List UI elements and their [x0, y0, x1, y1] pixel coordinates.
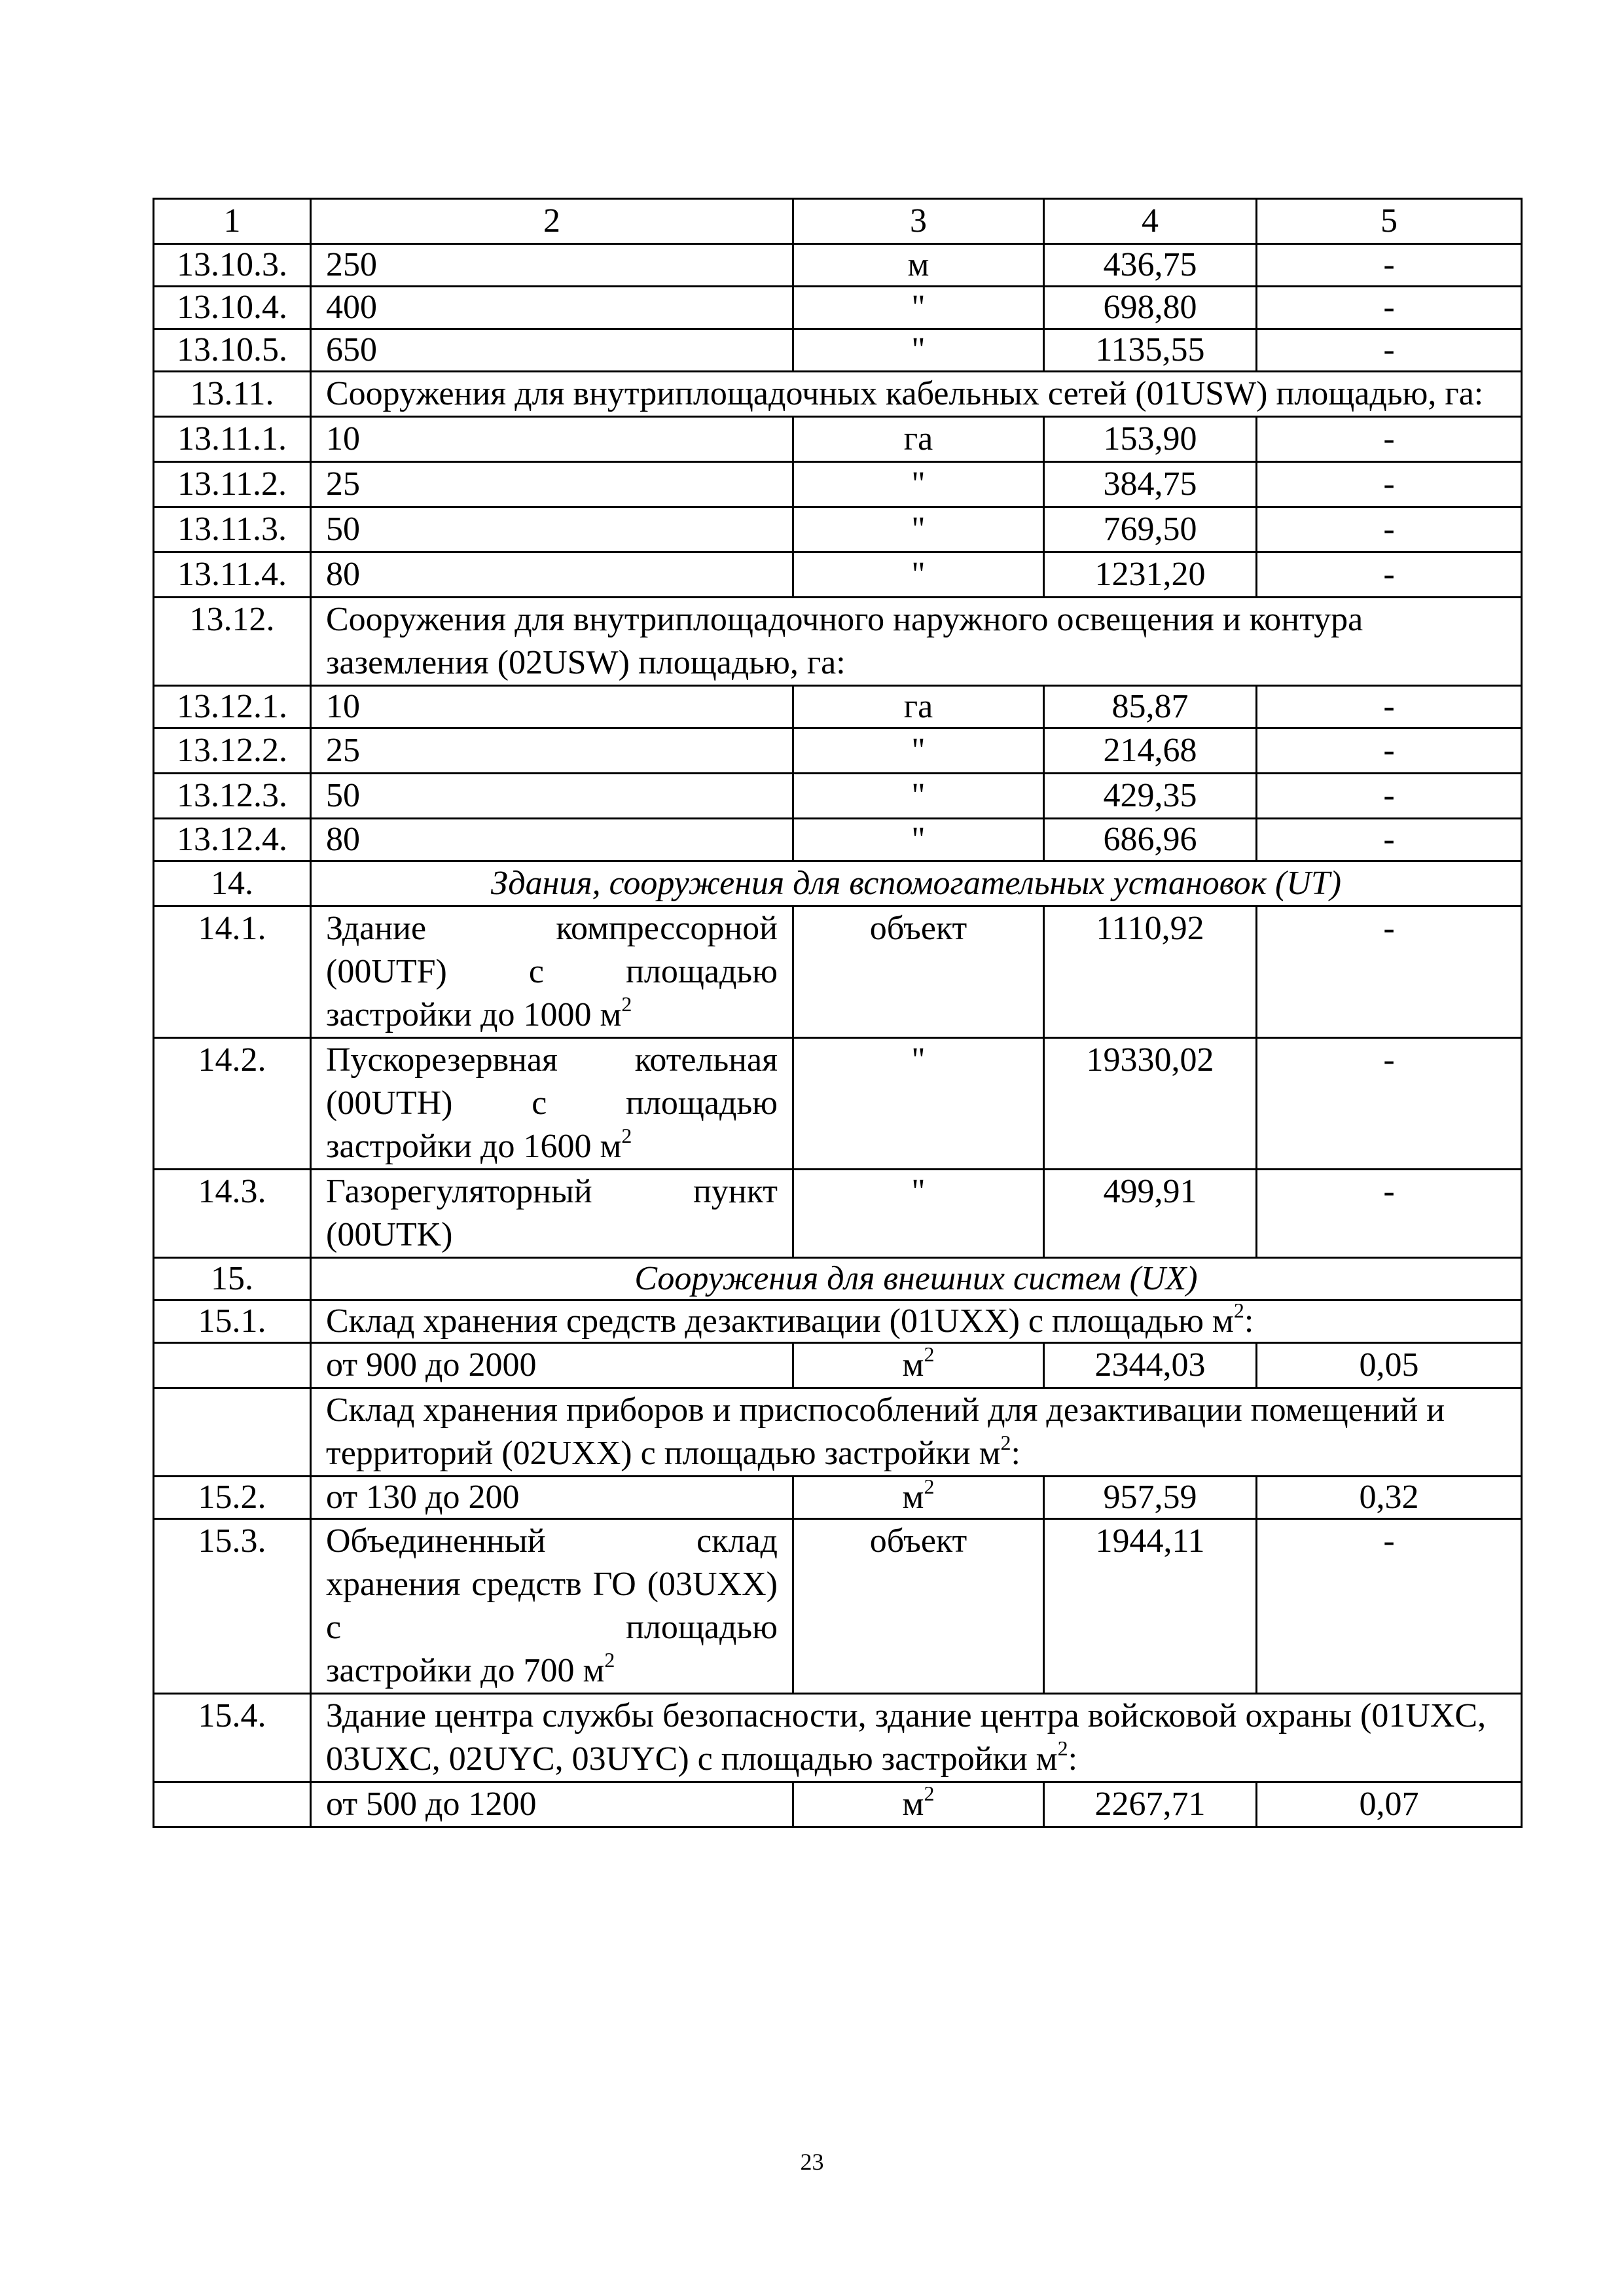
item-coefficient: 0,07 — [1257, 1782, 1522, 1827]
header-row — [154, 199, 1522, 244]
item-unit: " — [793, 728, 1044, 774]
item-coefficient: - — [1257, 507, 1522, 552]
item-number: 13.10.4. — [154, 287, 311, 329]
item-name-last-line — [326, 1213, 778, 1257]
group-title — [311, 1300, 1522, 1343]
item-number: 13.12.2. — [154, 728, 311, 774]
item-unit: " — [793, 507, 1044, 552]
item-price: 384,75 — [1044, 462, 1257, 507]
item-coefficient: - — [1257, 417, 1522, 462]
item-unit: " — [793, 1170, 1044, 1258]
unit-text: м — [902, 1785, 924, 1823]
item-name: 25 — [311, 462, 793, 507]
item-coefficient: - — [1257, 728, 1522, 774]
superscript: 2 — [1000, 1431, 1011, 1454]
item-number: 13.12.3. — [154, 774, 311, 819]
item-name: 400 — [311, 287, 793, 329]
item-number — [154, 1782, 311, 1827]
item-name-main: Газорегуляторный пункт — [326, 1173, 778, 1210]
item-name: 50 — [311, 774, 793, 819]
item-unit: га — [793, 686, 1044, 728]
item-unit: " — [793, 552, 1044, 598]
item-number: 13.10.3. — [154, 244, 311, 287]
superscript: 2 — [621, 1124, 632, 1147]
item-price: 1110,92 — [1044, 906, 1257, 1038]
item-coefficient: - — [1257, 287, 1522, 329]
item-name: 80 — [311, 552, 793, 598]
group-title — [311, 1388, 1522, 1477]
item-name-main: Пускорезервная котельная (00UTH) с площадью — [326, 1041, 778, 1122]
item-name-tail: застройки до 1600 м — [326, 1128, 622, 1165]
group-title-colon: : — [1244, 1302, 1254, 1340]
item-price: 686,96 — [1044, 819, 1257, 861]
item-number: 14.2. — [154, 1038, 311, 1170]
item-name: 250 — [311, 244, 793, 287]
item-unit: " — [793, 462, 1044, 507]
table-row — [154, 1170, 1522, 1258]
item-coefficient: - — [1257, 906, 1522, 1038]
group-row — [154, 372, 1522, 417]
item-price: 2344,03 — [1044, 1343, 1257, 1388]
section-title: Здания, сооружения для вспомогательных установок (UT) — [311, 861, 1522, 906]
header-cell-2: 2 — [311, 199, 793, 244]
item-name-main: Объединенный склад хранения средств ГО (03UXX) с площадью — [326, 1522, 778, 1646]
item-number: 13.10.5. — [154, 329, 311, 372]
item-name: 10 — [311, 417, 793, 462]
group-title: Сооружения для внутриплощадочных кабельных сетей (01USW) площадью, га: — [311, 372, 1522, 417]
table-row — [154, 686, 1522, 728]
item-unit: объект — [793, 906, 1044, 1038]
superscript: 2 — [1233, 1300, 1244, 1322]
item-name — [311, 1038, 793, 1170]
item-number: 14.3. — [154, 1170, 311, 1258]
header-cell-5: 5 — [1257, 199, 1522, 244]
item-unit: " — [793, 1038, 1044, 1170]
page-number: 23 — [800, 2149, 824, 2175]
price-table — [153, 198, 1523, 1828]
section-number: 14. — [154, 861, 311, 906]
table-row — [154, 507, 1522, 552]
group-row — [154, 1300, 1522, 1343]
item-name — [311, 1170, 793, 1258]
item-coefficient: - — [1257, 686, 1522, 728]
header-cell-3: 3 — [793, 199, 1044, 244]
item-number: 13.12.1. — [154, 686, 311, 728]
item-coefficient: - — [1257, 244, 1522, 287]
item-name-tail: застройки до 1000 м — [326, 996, 622, 1033]
table-row — [154, 244, 1522, 287]
section-row — [154, 861, 1522, 906]
item-name: от 500 до 1200 — [311, 1782, 793, 1827]
group-title-colon: : — [1011, 1435, 1020, 1472]
item-number: 13.11.3. — [154, 507, 311, 552]
table-row — [154, 1038, 1522, 1170]
unit-text: м — [902, 1346, 924, 1384]
table-row — [154, 552, 1522, 598]
item-price: 214,68 — [1044, 728, 1257, 774]
item-name: 25 — [311, 728, 793, 774]
item-coefficient: 0,05 — [1257, 1343, 1522, 1388]
superscript: 2 — [924, 1476, 935, 1498]
item-price: 153,90 — [1044, 417, 1257, 462]
superscript: 2 — [924, 1782, 935, 1805]
superscript: 2 — [924, 1342, 935, 1366]
item-name: 10 — [311, 686, 793, 728]
item-number: 15.3. — [154, 1519, 311, 1694]
item-number: 14.1. — [154, 906, 311, 1038]
item-number — [154, 1343, 311, 1388]
header-cell-4: 4 — [1044, 199, 1257, 244]
item-name — [311, 906, 793, 1038]
item-coefficient: - — [1257, 1038, 1522, 1170]
item-number: 13.12.4. — [154, 819, 311, 861]
item-price: 769,50 — [1044, 507, 1257, 552]
table-row — [154, 1782, 1522, 1827]
item-price: 436,75 — [1044, 244, 1257, 287]
superscript: 2 — [604, 1648, 615, 1672]
item-unit: м — [793, 244, 1044, 287]
group-title-colon: : — [1068, 1740, 1078, 1778]
table-row — [154, 906, 1522, 1038]
superscript: 2 — [1057, 1736, 1068, 1760]
group-row — [154, 1694, 1522, 1782]
item-name: от 900 до 2000 — [311, 1343, 793, 1388]
group-number — [154, 1388, 311, 1477]
item-price: 698,80 — [1044, 287, 1257, 329]
item-coefficient: 0,32 — [1257, 1477, 1522, 1519]
item-name-last-line — [326, 1649, 778, 1693]
item-name — [311, 1519, 793, 1694]
item-unit — [793, 1477, 1044, 1519]
group-number: 13.11. — [154, 372, 311, 417]
item-name-main: Здание компрессорной (00UTF) с площадью — [326, 910, 778, 990]
item-name-last-line — [326, 994, 778, 1037]
item-coefficient: - — [1257, 819, 1522, 861]
item-name: от 130 до 200 — [311, 1477, 793, 1519]
group-title: Сооружения для внутриплощадочного наружного освещения и контура заземления (02USW) площадью, га: — [311, 598, 1522, 686]
item-number: 13.11.2. — [154, 462, 311, 507]
item-unit: объект — [793, 1519, 1044, 1694]
item-name-tail: (00UTK) — [326, 1216, 453, 1253]
group-title-text: Здание центра службы безопасности, здание центра войсковой охраны (01UXC, 03UXC, 02UYC, 03UYC) с площадью застройки м — [326, 1697, 1487, 1778]
group-number: 13.12. — [154, 598, 311, 686]
item-name-tail: застройки до 700 м — [326, 1652, 605, 1689]
table-row — [154, 287, 1522, 329]
group-title-text: Склад хранения приборов и приспособлений для дезактивации помещений и территорий (02UXX) с площадью застройки м — [326, 1391, 1445, 1472]
table-row — [154, 1477, 1522, 1519]
item-number: 13.11.4. — [154, 552, 311, 598]
group-row — [154, 1388, 1522, 1477]
section-row — [154, 1258, 1522, 1300]
item-name-last-line — [326, 1125, 778, 1168]
item-number: 13.11.1. — [154, 417, 311, 462]
item-unit — [793, 1343, 1044, 1388]
table-row — [154, 417, 1522, 462]
item-coefficient: - — [1257, 1170, 1522, 1258]
item-price: 1944,11 — [1044, 1519, 1257, 1694]
table-row — [154, 1343, 1522, 1388]
item-unit: " — [793, 774, 1044, 819]
header-cell-1: 1 — [154, 199, 311, 244]
item-price: 429,35 — [1044, 774, 1257, 819]
item-coefficient: - — [1257, 552, 1522, 598]
group-title-text: Склад хранения средств дезактивации (01UXX) с площадью м — [326, 1302, 1234, 1340]
item-price: 1135,55 — [1044, 329, 1257, 372]
item-number: 15.2. — [154, 1477, 311, 1519]
section-title: Сооружения для внешних систем (UX) — [311, 1258, 1522, 1300]
table-row — [154, 728, 1522, 774]
section-number: 15. — [154, 1258, 311, 1300]
item-coefficient: - — [1257, 462, 1522, 507]
table-row — [154, 1519, 1522, 1694]
item-price: 19330,02 — [1044, 1038, 1257, 1170]
group-number: 15.1. — [154, 1300, 311, 1343]
table-row — [154, 462, 1522, 507]
item-coefficient: - — [1257, 329, 1522, 372]
group-number: 15.4. — [154, 1694, 311, 1782]
item-price: 2267,71 — [1044, 1782, 1257, 1827]
item-price: 957,59 — [1044, 1477, 1257, 1519]
item-name: 650 — [311, 329, 793, 372]
item-coefficient: - — [1257, 1519, 1522, 1694]
item-unit: " — [793, 329, 1044, 372]
item-unit — [793, 1782, 1044, 1827]
table-row — [154, 774, 1522, 819]
item-coefficient: - — [1257, 774, 1522, 819]
item-unit: га — [793, 417, 1044, 462]
item-price: 85,87 — [1044, 686, 1257, 728]
item-unit: " — [793, 819, 1044, 861]
unit-text: м — [902, 1479, 924, 1516]
item-unit: " — [793, 287, 1044, 329]
item-price: 499,91 — [1044, 1170, 1257, 1258]
group-row — [154, 598, 1522, 686]
superscript: 2 — [621, 992, 632, 1016]
group-title — [311, 1694, 1522, 1782]
table-row — [154, 329, 1522, 372]
item-name: 80 — [311, 819, 793, 861]
item-price: 1231,20 — [1044, 552, 1257, 598]
item-name: 50 — [311, 507, 793, 552]
table-row — [154, 819, 1522, 861]
